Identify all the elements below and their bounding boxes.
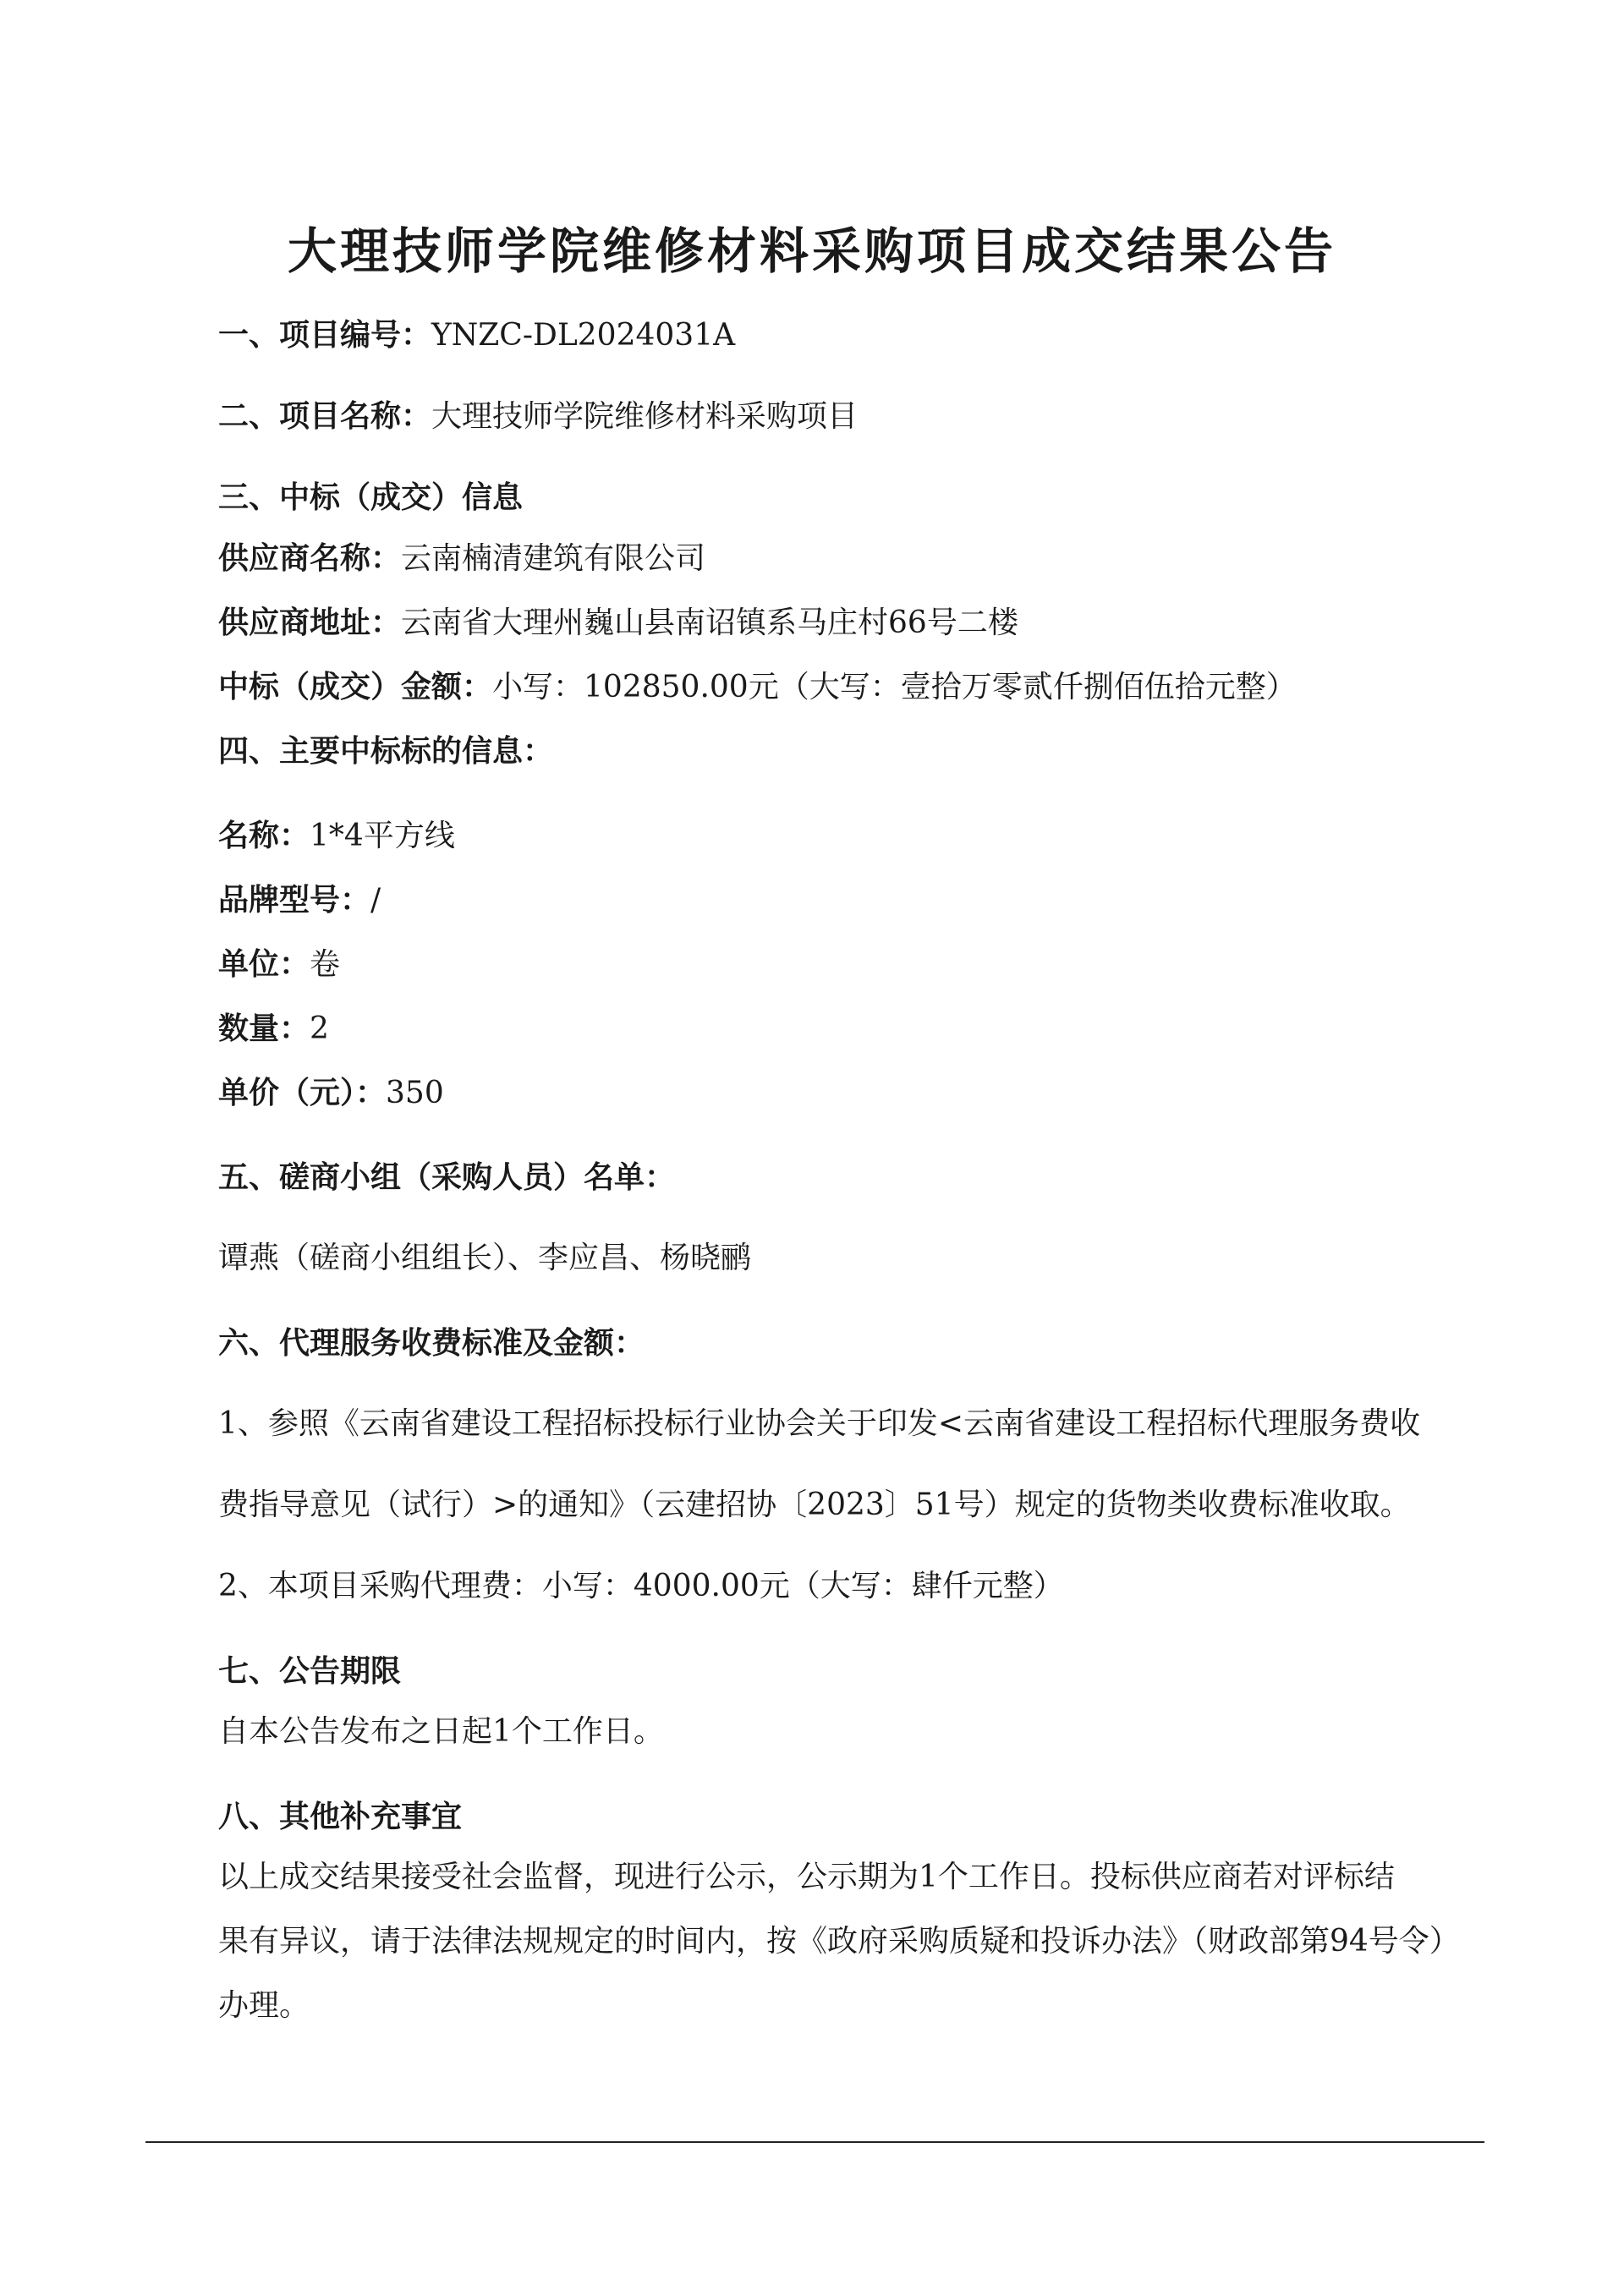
item-price-line <box>218 1072 444 1114</box>
award-amount-label: 中标（成交）金额： <box>218 669 493 704</box>
committee-members: 谭燕（磋商小组组长）、李应昌、杨晓鹂 <box>218 1241 752 1275</box>
supplier-name-line <box>218 538 705 579</box>
footer-divider <box>145 2141 1484 2143</box>
item-quantity-line <box>218 1008 329 1049</box>
supplier-name-value: 云南楠清建筑有限公司 <box>401 541 706 576</box>
page-title: 大理技师学院维修材料采购项目成交结果公告 <box>287 222 1336 280</box>
section-3-heading: 三、中标（成交）信息 <box>218 479 524 515</box>
supplier-name-label: 供应商名称： <box>218 540 402 576</box>
item-name-label: 名称： <box>218 818 310 853</box>
item-price-value: 350 <box>386 1076 444 1110</box>
item-brand-label: 品牌型号： <box>218 882 371 918</box>
supplier-address-label: 供应商地址： <box>218 605 402 640</box>
item-name-line <box>218 815 455 857</box>
item-price-label: 单价（元）： <box>218 1075 387 1110</box>
section-7-heading: 七、公告期限 <box>218 1653 402 1689</box>
project-name-label: 二、项目名称： <box>218 398 432 434</box>
supplement-line-2: 果有异议，请于法律法规规定的时间内，按《政府采购质疑和投诉办法》（财政部第94号令） <box>218 1924 1460 1959</box>
section-4-heading: 四、主要中标标的信息： <box>218 733 554 769</box>
agency-fee-line: 2、本项目采购代理费：小写：4000.00元（大写：肆仟元整） <box>218 1569 1064 1603</box>
project-number-line <box>218 315 735 356</box>
section-6-heading: 六、代理服务收费标准及金额： <box>218 1325 645 1361</box>
item-unit-line <box>218 944 340 985</box>
project-number-value: YNZC-DL2024031A <box>431 318 736 353</box>
fee-standard-line-2: 费指导意见（试行）>的通知》（云建招协〔2023〕51号）规定的货物类收费标准收取。 <box>218 1488 1411 1522</box>
item-brand-value: / <box>370 883 381 918</box>
project-name-value: 大理技师学院维修材料采购项目 <box>431 399 859 434</box>
supplement-line-1: 以上成交结果接受社会监督，现进行公示，公示期为1个工作日。投标供应商若对评标结 <box>218 1860 1395 1894</box>
project-name-line <box>218 396 858 437</box>
supplement-line-3: 办理。 <box>218 1988 310 2023</box>
award-amount-line <box>218 666 1297 708</box>
fee-standard-line-1: 1、参照《云南省建设工程招标投标行业协会关于印发<云南省建设工程招标代理服务费收 <box>218 1406 1421 1441</box>
item-brand-line <box>218 879 381 921</box>
item-name-value: 1*4平方线 <box>310 819 455 853</box>
section-8-heading: 八、其他补充事宜 <box>218 1799 463 1834</box>
item-unit-value: 卷 <box>310 947 341 982</box>
project-number-label: 一、项目编号： <box>218 317 432 353</box>
section-5-heading: 五、磋商小组（采购人员）名单： <box>218 1159 676 1195</box>
item-quantity-value: 2 <box>310 1011 329 1046</box>
item-unit-label: 单位： <box>218 946 310 982</box>
notice-period-text: 自本公告发布之日起1个工作日。 <box>218 1714 664 1749</box>
supplier-address-line <box>218 602 1018 644</box>
item-quantity-label: 数量： <box>218 1011 310 1046</box>
supplier-address-value: 云南省大理州巍山县南诏镇系马庄村66号二楼 <box>401 606 1018 640</box>
award-amount-value: 小写：102850.00元（大写：壹拾万零贰仟捌佰伍拾元整） <box>492 670 1297 704</box>
